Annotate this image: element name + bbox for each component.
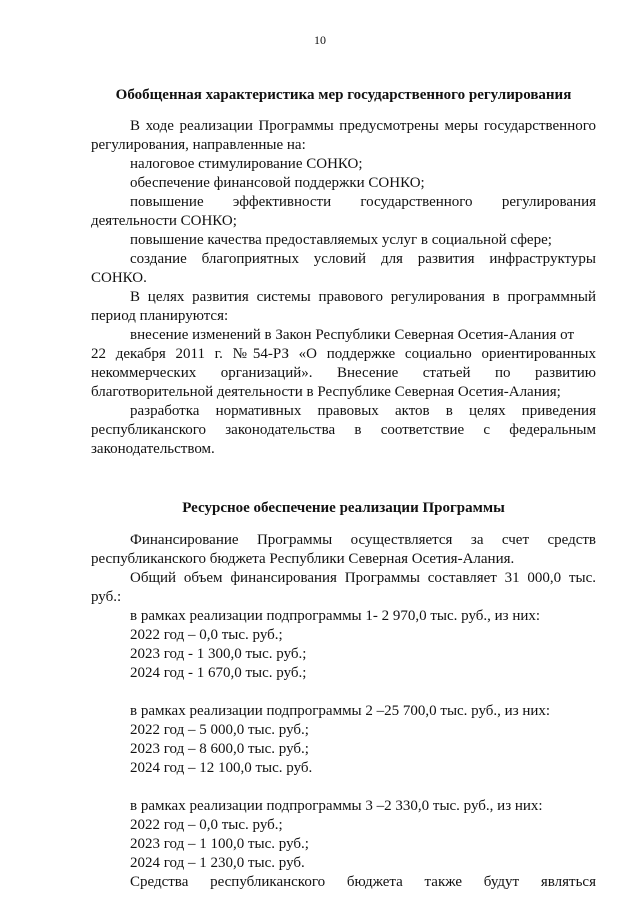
legal-item-1-continuation: 22 декабря 2011 г. №54-РЗ «О поддержке социально ориентированных некоммерческих организаций». Внесение статьей по развитию благотворительной деятельности в Республике Северная Осетия-Алания; — [91, 346, 596, 400]
subprogram-2-header: в рамках реализации подпрограммы 2 –25 700,0 тыс. руб., из них: — [130, 703, 551, 719]
financing-total: Общий объем финансирования Программы составляет 31 000,0 тыс. руб.: — [91, 570, 596, 605]
subprogram-2-year: 2024 год – 12 100,0 тыс. руб. — [130, 760, 313, 776]
subprogram-1-year: 2023 год - 1 300,0 тыс. руб.; — [130, 646, 307, 662]
legal-item-1-first-line: внесение изменений в Закон Республики Северная Осетия-Алания от — [130, 327, 574, 343]
section-title-regulation: Обобщенная характеристика мер государственного регулирования — [115, 87, 572, 103]
subprogram-1-year: 2022 год – 0,0 тыс. руб.; — [130, 627, 283, 643]
financing-source: Финансирование Программы осуществляется за счет средств республиканского бюджета Республики Северная Осетия-Алания. — [91, 532, 596, 567]
subprogram-3-year: 2024 год – 1 230,0 тыс. руб. — [130, 855, 305, 871]
subprogram-2-year: 2023 год – 8 600,0 тыс. руб.; — [130, 741, 309, 757]
regulation-item: повышение качества предоставляемых услуг в социальной сфере; — [130, 232, 552, 248]
regulation-item: создание благоприятных условий для развития инфраструктуры СОНКО. — [91, 251, 596, 286]
legal-intro: В целях развития системы правового регулирования в программный период планируются: — [91, 289, 596, 324]
regulation-item: повышение эффективности государственного регулирования деятельности СОНКО; — [91, 194, 596, 229]
subprogram-3-header: в рамках реализации подпрограммы 3 –2 330,0 тыс. руб., из них: — [130, 798, 543, 814]
subprogram-1-year: 2024 год - 1 670,0 тыс. руб.; — [130, 665, 307, 681]
budget-continuation-line: Средства республиканского бюджета также будут являться — [130, 874, 596, 890]
regulation-item: налоговое стимулирование СОНКО; — [130, 156, 363, 172]
blank-line — [91, 683, 596, 702]
subprogram-1-header: в рамках реализации подпрограммы 1- 2 970,0 тыс. руб., из них: — [130, 608, 541, 624]
blank-line — [91, 778, 596, 797]
page-number: 10 — [314, 33, 326, 47]
legal-item-2: разработка нормативных правовых актов в целях приведения республиканского законодательства в соответствие с федеральным законодательством. — [91, 403, 596, 457]
subprogram-3-year: 2023 год – 1 100,0 тыс. руб.; — [130, 836, 309, 852]
page-content — [91, 85, 596, 892]
subprogram-3-year: 2022 год – 0,0 тыс. руб.; — [130, 817, 283, 833]
regulation-intro: В ходе реализации Программы предусмотрены меры государственного регулирования, направленные на: — [91, 118, 596, 153]
subprogram-2-year: 2022 год – 5 000,0 тыс. руб.; — [130, 722, 309, 738]
regulation-item: обеспечение финансовой поддержки СОНКО; — [130, 175, 425, 191]
section-title-resources: Ресурсное обеспечение реализации Программы — [182, 500, 505, 516]
